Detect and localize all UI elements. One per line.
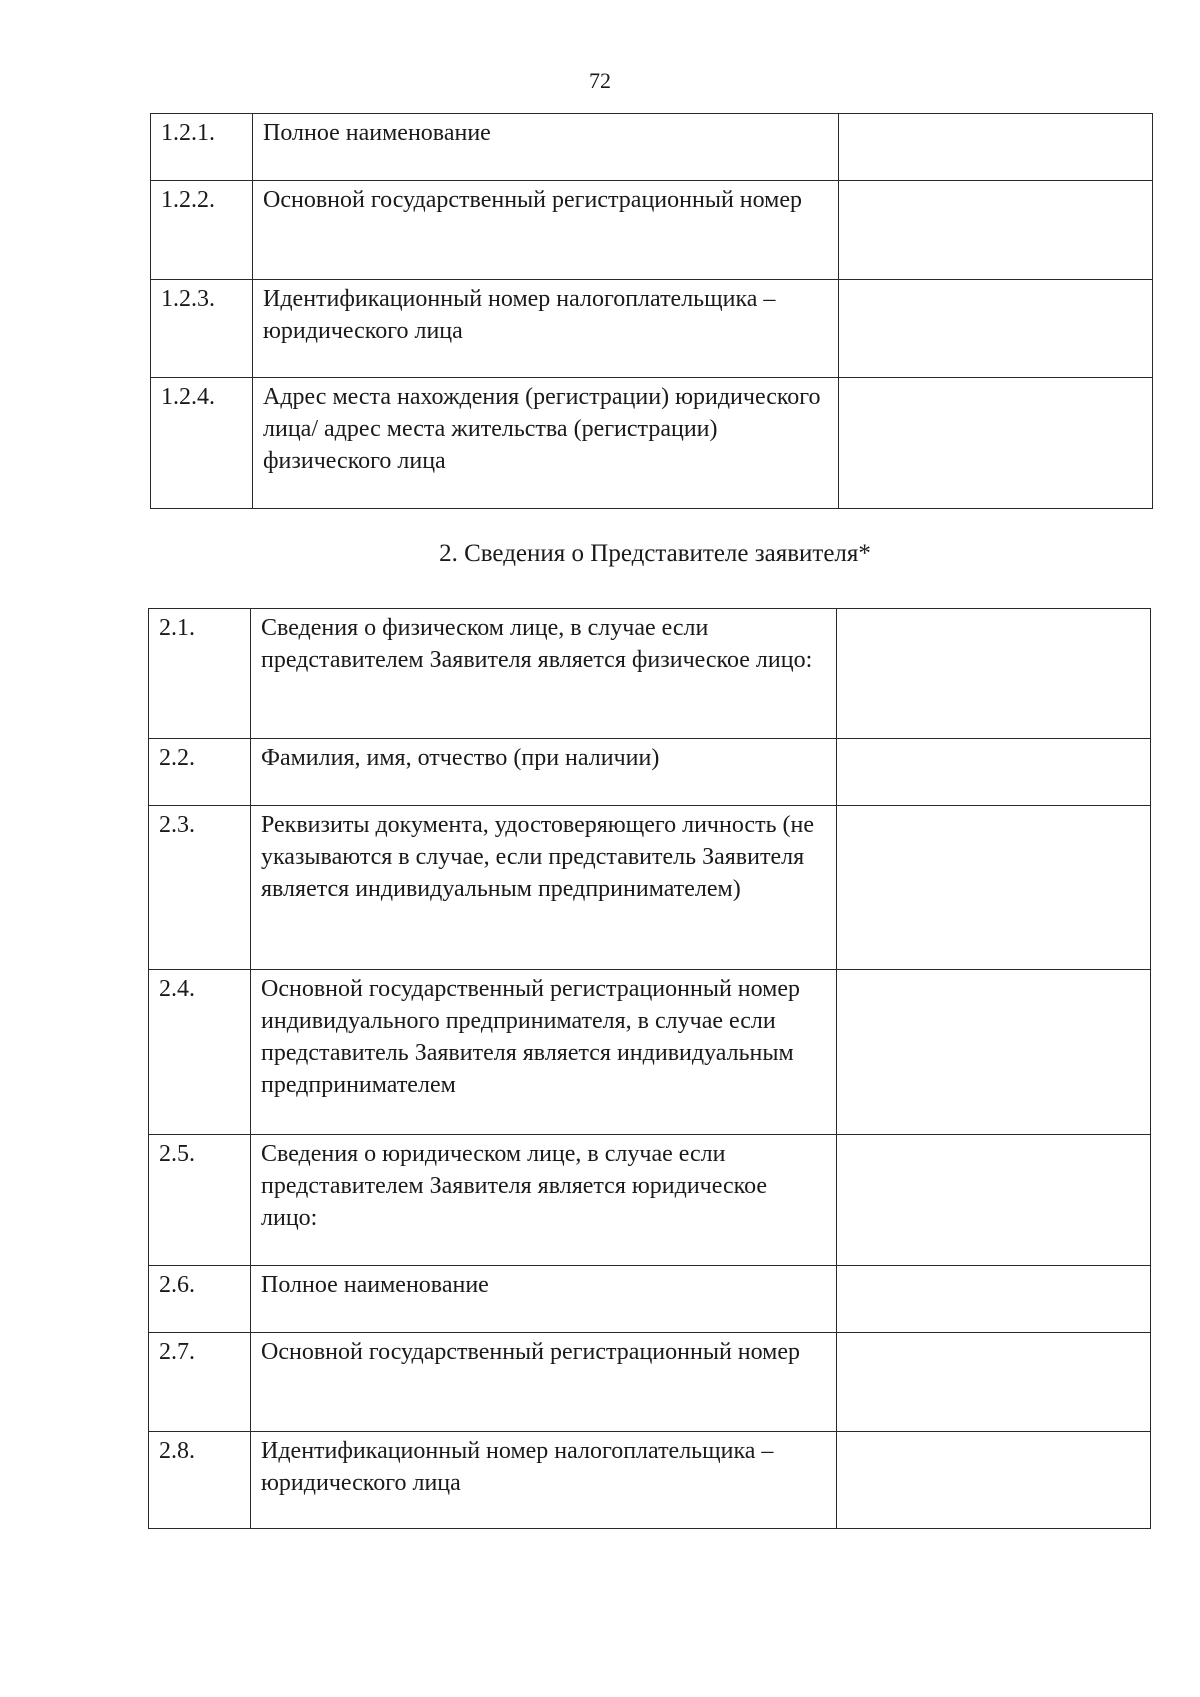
row-value-field[interactable] [837,970,1151,1135]
row-number: 2.6. [149,1266,251,1333]
row-number: 2.8. [149,1432,251,1529]
row-value-field[interactable] [837,739,1151,806]
representative-table [148,608,1151,1529]
table-row [151,181,1153,280]
table-row [149,609,1151,739]
row-value-field[interactable] [839,280,1153,378]
table-row [149,1333,1151,1432]
row-value-field[interactable] [839,181,1153,280]
row-label: Основной государственный регистрационный номер [253,181,839,280]
row-label: Основной государственный регистрационный номер [251,1333,837,1432]
row-label: Адрес места нахождения (регистрации) юридического лица/ адрес места жительства (регистрации) физического лица [253,378,839,509]
row-number: 1.2.2. [151,181,253,280]
table-row [149,970,1151,1135]
row-label: Основной государственный регистрационный номер индивидуального предпринимателя, в случае если представитель Заявителя является индивидуальным предпринимателем [251,970,837,1135]
row-label: Идентификационный номер налогоплательщика – юридического лица [251,1432,837,1529]
row-value-field[interactable] [837,806,1151,970]
row-number: 2.2. [149,739,251,806]
applicant-legal-entity-table [150,113,1153,509]
page-number: 72 [589,68,611,93]
row-number: 1.2.1. [151,114,253,181]
row-number: 2.3. [149,806,251,970]
row-label: Сведения о физическом лице, в случае если представителем Заявителя является физическое лицо: [251,609,837,739]
table-row [151,114,1153,181]
row-value-field[interactable] [837,1432,1151,1529]
row-value-field[interactable] [839,114,1153,181]
row-value-field[interactable] [839,378,1153,509]
row-label: Полное наименование [251,1266,837,1333]
table-row [149,739,1151,806]
row-label: Полное наименование [253,114,839,181]
section-title: 2. Сведения о Представителе заявителя* [439,540,871,567]
table-row [151,280,1153,378]
row-label: Идентификационный номер налогоплательщика – юридического лица [253,280,839,378]
row-value-field[interactable] [837,1266,1151,1333]
row-number: 2.1. [149,609,251,739]
row-value-field[interactable] [837,609,1151,739]
row-label: Сведения о юридическом лице, в случае если представителем Заявителя является юридическое лицо: [251,1135,837,1266]
table-row [149,806,1151,970]
row-label: Фамилия, имя, отчество (при наличии) [251,739,837,806]
row-number: 2.5. [149,1135,251,1266]
table-row [151,378,1153,509]
table-row [149,1432,1151,1529]
row-label: Реквизиты документа, удостоверяющего личность (не указываются в случае, если представитель Заявителя является индивидуальным предпринимателем) [251,806,837,970]
row-value-field[interactable] [837,1135,1151,1266]
row-number: 2.7. [149,1333,251,1432]
row-number: 2.4. [149,970,251,1135]
table-row [149,1135,1151,1266]
row-number: 1.2.3. [151,280,253,378]
table-row [149,1266,1151,1333]
row-value-field[interactable] [837,1333,1151,1432]
row-number: 1.2.4. [151,378,253,509]
